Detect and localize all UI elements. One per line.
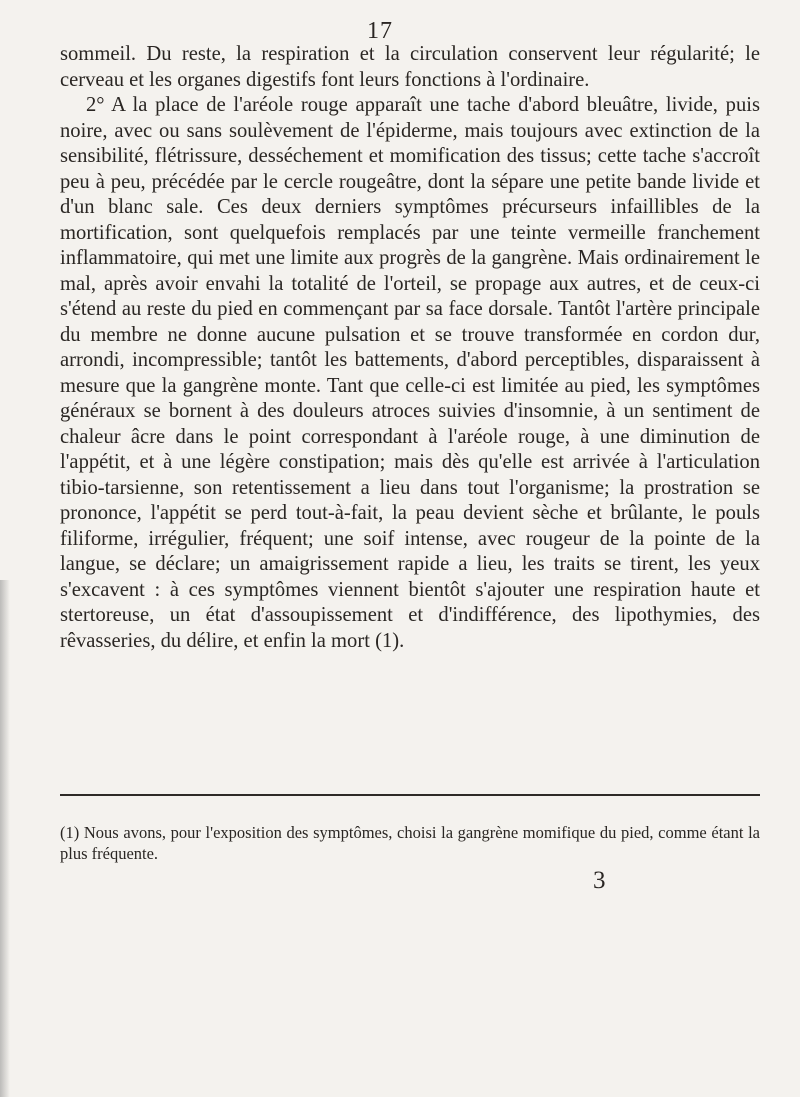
signature-mark: 3: [593, 867, 606, 894]
paragraph-symptoms: 2° A la place de l'aréole rouge apparaît une tache d'abord bleuâtre, livide, puis noire, avec ou sans soulèvement de l'épiderme, mais toujours avec extinction de la sensibilité, flétrissure, desséchement et momification des tissus; cette tache s'accroît peu à peu, précédée par le cercle rougeâtre, dont la sépare une petite bande livide et d'un blanc sale. Ces deux derniers symptômes précurseurs infaillibles de la mortification, sont quelquefois remplacés par une teinte vermeille franchement inflammatoire, qui met une limite aux progrès de la gangrène. Mais ordinairement le mal, après avoir envahi la totalité de l'orteil, se propage aux autres, et de ceux-ci s'étend au reste du pied en commençant par sa face dorsale. Tantôt l'artère principale du membre ne donne aucune pulsation et se trouve transformée en cordon dur, arrondi, incompressible; tantôt les battements, d'abord perceptibles, disparaissent à mesure que la gangrène monte. Tant que celle-ci est limitée au pied, les symptômes généraux se bornent à des douleurs atroces suivies d'insomnie, à un sentiment de chaleur âcre dans le point correspondant à l'aréole rouge, à une diminution de l'appétit, et à une légère constipation; mais dès qu'elle est arrivée à l'articulation tibio-tarsienne, son retentissement a lieu dans tout l'organisme; la prostration se prononce, l'appétit se perd tout-à-fait, la peau devient sèche et brûlante, le pouls filiforme, irrégulier, fréquent; une soif intense, avec rougeur de la pointe de la langue, se déclare; un amaigrissement rapide a lieu, les traits se tirent, les yeux s'excavent : à ces symptômes viennent bientôt s'ajouter une respiration haute et stertoreuse, un état d'assoupissement et d'indifférence, des lipothymies, des rêvasseries, du délire, et enfin la mort (1).: [60, 94, 760, 652]
main-text: [60, 42, 760, 654]
binding-shadow: [0, 580, 10, 1097]
footnote: (1) Nous avons, pour l'exposition des symptômes, choisi la gangrène momifique du pied, comme étant la plus fréquente.: [60, 823, 760, 863]
paragraph-continuation: sommeil. Du reste, la respiration et la circulation conservent leur régularité; le cerveau et les organes digestifs font leurs fonctions à l'ordinaire.: [60, 43, 760, 91]
page-number: 17: [367, 18, 393, 44]
footnote-separator: [60, 794, 760, 796]
